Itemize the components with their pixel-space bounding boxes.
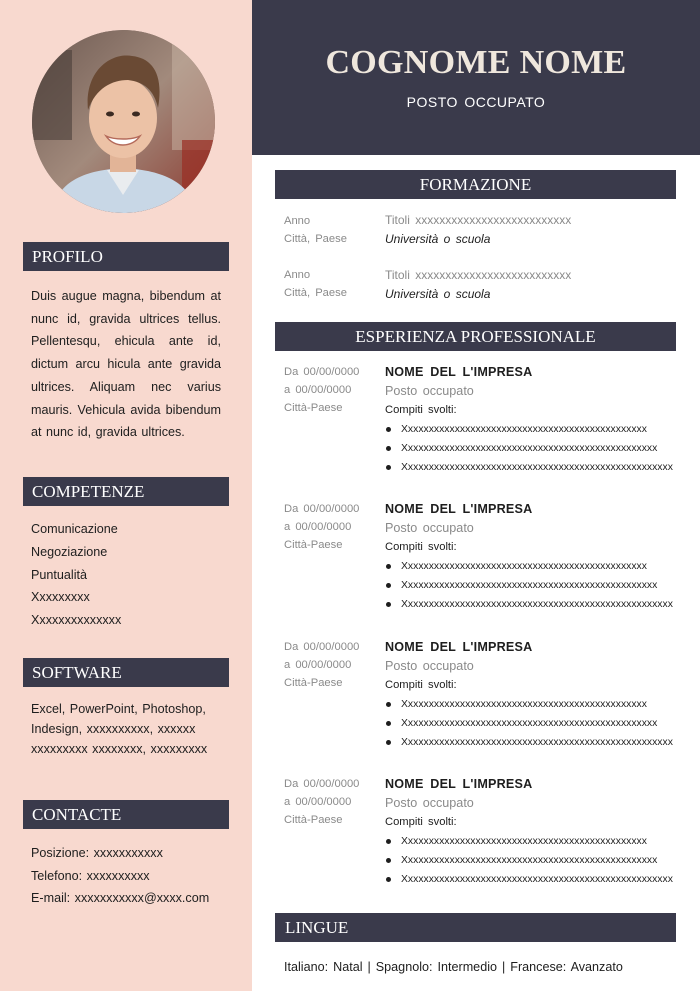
skills-heading: COMPETENZE — [23, 477, 229, 506]
job-title: POSTO OCCUPATO — [406, 94, 546, 110]
profile-heading: PROFILO — [23, 242, 229, 271]
company-name: NOME DEL L'IMPRESA — [385, 502, 533, 516]
tasks-label: Compiti svolti: — [385, 816, 457, 828]
tasks-label: Compiti svolti: — [385, 679, 457, 691]
experience-detail — [385, 775, 695, 889]
contacts-list — [31, 842, 221, 910]
experience-entry — [275, 363, 695, 493]
company-name: NOME DEL L'IMPRESA — [385, 365, 533, 379]
experience-dates — [284, 775, 359, 830]
contact-email: E-mail: xxxxxxxxxxx@xxxx.com — [31, 891, 210, 906]
education-year: Anno — [284, 269, 311, 281]
education-entry-1-detail — [385, 211, 571, 249]
task-item: Xxxxxxxxxxxxxxxxxxxxxxxxxxxxxxxxxxxxxxxxxxxxxxxxxxxx — [385, 595, 695, 614]
task-item: Xxxxxxxxxxxxxxxxxxxxxxxxxxxxxxxxxxxxxxxxxxxxxxxxxxxx — [385, 458, 695, 477]
education-place: Città, Paese — [284, 233, 347, 245]
education-entry-2-meta — [284, 266, 347, 302]
education-entry-1-meta — [284, 212, 347, 248]
task-item: Xxxxxxxxxxxxxxxxxxxxxxxxxxxxxxxxxxxxxxxxxxxxxxxxxxxx — [385, 733, 695, 752]
education-title: Titoli xxxxxxxxxxxxxxxxxxxxxxxxxx — [385, 268, 572, 282]
experience-from: Da 00/00/0000 — [284, 778, 360, 790]
software-heading: SOFTWARE — [23, 658, 229, 687]
task-item: Xxxxxxxxxxxxxxxxxxxxxxxxxxxxxxxxxxxxxxxxxxxxxxx — [385, 557, 695, 576]
tasks-label: Compiti svolti: — [385, 404, 457, 416]
task-item: Xxxxxxxxxxxxxxxxxxxxxxxxxxxxxxxxxxxxxxxxxxxxxxx — [385, 695, 695, 714]
contact-phone: Telefono: xxxxxxxxxx — [31, 868, 150, 883]
experience-place: Città-Paese — [284, 402, 343, 415]
experience-detail — [385, 363, 695, 477]
task-item: Xxxxxxxxxxxxxxxxxxxxxxxxxxxxxxxxxxxxxxxxxxxxxxx — [385, 832, 695, 851]
languages-text: Italiano: Natal | Spagnolo: Intermedio | Francese: Avanzato — [284, 960, 623, 974]
skill-item: Xxxxxxxxxxxxxx — [31, 613, 122, 628]
experience-detail — [385, 638, 695, 752]
task-item: Xxxxxxxxxxxxxxxxxxxxxxxxxxxxxxxxxxxxxxxxxxxxxxxxx — [385, 851, 695, 870]
skill-item: Xxxxxxxxx — [31, 590, 90, 605]
task-item: Xxxxxxxxxxxxxxxxxxxxxxxxxxxxxxxxxxxxxxxxxxxxxxx — [385, 420, 695, 439]
education-school: Università o scuola — [385, 287, 491, 301]
languages-heading: LINGUE — [275, 913, 676, 942]
position-held: Posto occupato — [385, 384, 474, 398]
contacts-heading: CONTACTE — [23, 800, 229, 829]
experience-from: Da 00/00/0000 — [284, 641, 360, 653]
task-item: Xxxxxxxxxxxxxxxxxxxxxxxxxxxxxxxxxxxxxxxxxxxxxxxxx — [385, 714, 695, 733]
position-held: Posto occupato — [385, 796, 474, 810]
skills-list — [31, 518, 121, 632]
education-year: Anno — [284, 215, 311, 227]
experience-from: Da 00/00/0000 — [284, 366, 360, 378]
experience-place: Città-Paese — [284, 539, 343, 552]
experience-from: Da 00/00/0000 — [284, 503, 360, 515]
experience-detail — [385, 500, 695, 614]
experience-dates — [284, 500, 359, 555]
education-title: Titoli xxxxxxxxxxxxxxxxxxxxxxxxxx — [385, 213, 572, 227]
experience-dates — [284, 638, 359, 693]
task-item: Xxxxxxxxxxxxxxxxxxxxxxxxxxxxxxxxxxxxxxxxxxxxxxxxxxxx — [385, 870, 695, 889]
experience-dates — [284, 363, 359, 418]
experience-heading: ESPERIENZA PROFESSIONALE — [275, 322, 676, 351]
experience-to: a 00/00/0000 — [284, 659, 352, 672]
person-name: COGNOME NOME — [325, 44, 627, 81]
contact-position: Posizione: xxxxxxxxxxx — [31, 846, 163, 860]
experience-to: a 00/00/0000 — [284, 521, 352, 534]
education-school: Università o scuola — [385, 232, 491, 246]
company-name: NOME DEL L'IMPRESA — [385, 640, 533, 654]
task-item: Xxxxxxxxxxxxxxxxxxxxxxxxxxxxxxxxxxxxxxxxxxxxxxxxx — [385, 576, 695, 595]
experience-entry — [275, 638, 695, 768]
experience-to: a 00/00/0000 — [284, 796, 352, 809]
skill-item: Puntualità — [31, 567, 88, 582]
profile-photo — [32, 30, 215, 213]
profile-text: Duis augue magna, bibendum at nunc id, gravida ultrices tellus. Pellentesqu, ehicula ante id, dictum arcu hicula ante gravida ultrices. Aliquam nec varius mauris. Vehicula avida bibendum at nunc id, gravida ultrices. — [31, 289, 221, 440]
sidebar — [0, 0, 252, 991]
skill-item: Comunicazione — [31, 522, 118, 536]
education-heading: FORMAZIONE — [275, 170, 676, 199]
position-held: Posto occupato — [385, 521, 474, 535]
skill-item: Negoziazione — [31, 544, 108, 559]
company-name: NOME DEL L'IMPRESA — [385, 777, 533, 791]
experience-place: Città-Paese — [284, 677, 343, 690]
education-place: Città, Paese — [284, 287, 347, 299]
experience-entry — [275, 500, 695, 630]
header-band — [252, 0, 700, 155]
experience-entry — [275, 775, 695, 905]
software-text: Excel, PowerPoint, Photoshop, Indesign, xxxxxxxxxx, xxxxxx xxxxxxxxx xxxxxxxx, xxxxxxxxx — [31, 702, 208, 756]
education-entry-2-detail — [385, 266, 571, 304]
tasks-label: Compiti svolti: — [385, 541, 457, 553]
task-item: Xxxxxxxxxxxxxxxxxxxxxxxxxxxxxxxxxxxxxxxxxxxxxxxxx — [385, 439, 695, 458]
position-held: Posto occupato — [385, 659, 474, 673]
experience-to: a 00/00/0000 — [284, 384, 352, 397]
experience-place: Città-Paese — [284, 814, 343, 827]
